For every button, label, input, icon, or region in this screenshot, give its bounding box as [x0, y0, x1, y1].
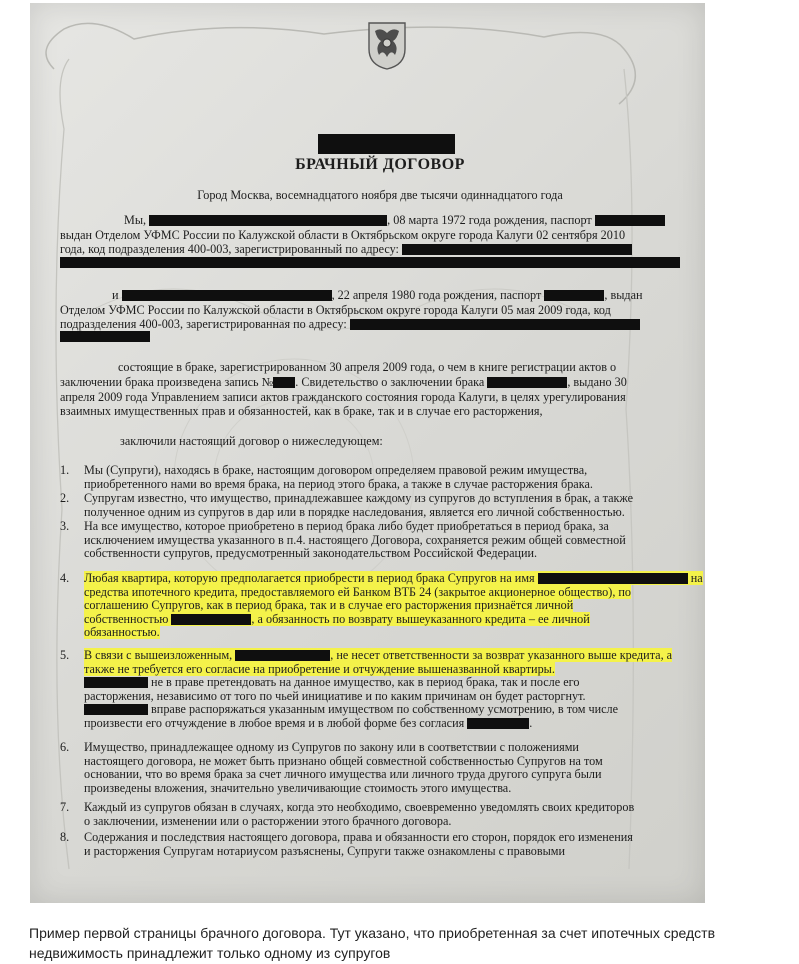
redacted-name [538, 573, 688, 584]
concluded-heading: заключили настоящий договор о нижеследующем: [120, 434, 383, 448]
item-number: 3. [60, 519, 70, 533]
item-number: 5. [60, 648, 70, 662]
clause-3: На все имущество, которое приобретено в период брака либо будет приобретаться в период брака, за исключением имущества указанного в п.4. настоящего Договора, сохраняется режим общей совместной собственности супругов, предусмотренный законодательством Российской Федерации. [84, 519, 626, 561]
party1-line3: года, код подразделения 400-003, зарегистрированный по адресу: [60, 243, 700, 257]
place-and-date: Город Москва, восемнадцатого ноября две тысячи одиннадцатого года [197, 188, 563, 202]
redacted-passport [544, 290, 604, 301]
redacted-address [402, 244, 632, 255]
redacted-name [149, 215, 387, 226]
redacted-name [122, 290, 332, 301]
redacted-name [235, 650, 330, 661]
clause-6: Имущество, принадлежащее одному из Супругов по закону или в соответствии с положениями настоящего договора, не может быть признано общей совместной собственностью Супругов на том основании, что во время брака за счет личного имущества или личного труда другого супруга были произведены вложения, значительно увеличивающие стоимость этого имущества. [84, 740, 603, 795]
party2-line1: и , 22 апреля 1980 года рождения, паспорт , выдан [112, 288, 643, 302]
clause-5: В связи с вышеизложенным, , не несет ответственности за возврат указанного выше кредита, а также не требуется его согласие на приобретение и отчуждение вышеназванной квартиры. не в праве претендовать на данное имущество, как в период брака, так и после его расторжения, независимо от того по чьей инициативе и по каким причинам он будет расторгнут. вправе распоряжаться указанным имуществом по собственному усмотрению, в том числе произвести его отчуждение в любое время и в любой форме без согласия . [84, 648, 673, 730]
clause-7: Каждый из супругов обязан в случаях, когда это необходимо, своевременно уведомлять своих кредиторов о заключении, изменении или о расторжении этого брачного договора. [84, 800, 635, 828]
clause-1: Мы (Супруги), находясь в браке, настоящим договором определяем правовой режим имущества, приобретенного нами во время брака, на период этого брака, а также в случае расторжения брака. [84, 463, 593, 491]
document-title: БРАЧНЫЙ ДОГОВОР [295, 156, 465, 173]
redacted-passport [595, 215, 665, 226]
party2-line2: Отделом УФМС России по Калужской области в Октябрьском округе города Калуги 05 мая 2009 года, код [60, 303, 611, 317]
document-photo [30, 3, 705, 903]
redacted-certificate-number [487, 377, 567, 388]
image-caption: Пример первой страницы брачного договора. Тут указано, что приобретенная за счет ипотечных средств недвижимость принадлежит только одному из супругов [29, 925, 716, 961]
marriage-line1: состоящие в браке, зарегистрированном 30 апреля 2009 года, о чем в книге регистрации актов о [118, 360, 617, 374]
redacted-block [60, 331, 150, 342]
marriage-line4: взаимных имущественных прав и обязанностей, как в браке, так и в случае его расторжения, [60, 404, 543, 418]
item-number: 7. [60, 800, 70, 814]
item-number: 2. [60, 491, 70, 505]
redacted-name [84, 704, 148, 715]
party1-line2: выдан Отделом УФМС России по Калужской области в Октябрьском округе города Калуги 02 сентября 2010 [60, 228, 626, 242]
clause-8: Содержания и последствия настоящего договора, права и обязанности его сторон, порядок его изменения и расторжения Супругам нотариусом разъяснены, Супруги также ознакомлены с правовыми [84, 830, 633, 858]
marriage-line3: апреля 2009 года Управлением записи актов гражданского состояния города Калуги, в целях урегулирования [60, 390, 626, 404]
item-number: 6. [60, 740, 70, 754]
redacted-name [467, 718, 529, 729]
party2-line3: подразделения 400-003, зарегистрированная по адресу: [60, 318, 700, 332]
redacted-block [60, 257, 680, 268]
marriage-line2: заключении брака произведена запись № . Свидетельство о заключении брака , выдано 30 [60, 375, 627, 389]
item-number: 1. [60, 463, 70, 477]
party1-line1: Мы, , 08 марта 1972 года рождения, паспорт [124, 214, 694, 228]
clause-2: Супругам известно, что имущество, принадлежавшее каждому из супругов до вступления в брак, а также полученное одним из супругов в дар или в порядке наследования, является его личной собственностью. [84, 491, 634, 519]
item-number: 8. [60, 830, 70, 844]
redacted-block [318, 134, 455, 154]
clause-4-highlighted: Любая квартира, которую предполагается приобрести в период брака Супругов на имя на средства ипотечного кредита, предоставляемого ей Банком ВТБ 24 (закрытое акционерное общество), по соглашению Супругов, как в период брака, так и в случае его расторжения признаётся личной собственностью , а обязанность по возврату вышеуказанного кредита – ее личной обязанностью. [84, 571, 703, 640]
redacted-address [350, 319, 640, 330]
redacted-record-number [273, 377, 295, 388]
coat-of-arms-icon [365, 19, 409, 71]
redacted-name [84, 677, 148, 688]
redacted-name [171, 614, 251, 625]
item-number: 4. [60, 571, 70, 585]
